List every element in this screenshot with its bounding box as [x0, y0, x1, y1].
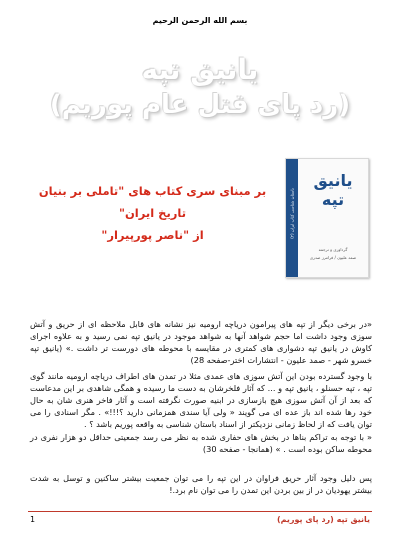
body-paragraph-3: « با توجه به تراکم بناها در بخش های حفاری شده به نظر می رسد جمعیتی حداقل دو هزار نفری در محوطه ساکن بوده است . » (همانجا - صفحه 30): [30, 432, 372, 454]
page-number: 1: [30, 515, 36, 524]
series-heading-line2: از "ناصر پورپیرار": [101, 228, 204, 242]
book-spine-text: باستان شناسی کتاب ایران (۲): [289, 188, 295, 239]
bismillah-heading: بسم الله الرحمن الرحیم: [152, 16, 248, 25]
body-paragraph-2: با وجود گسترده بودن این آتش سوزی های عمدی مثلا در تمدن های اطراف دریاچه ارومیه مانند گوی تپه ، تپه حسنلو ، یانیق تپه و ... که آثار فلخرشان به دست ما رسیده و همگی شاهدی بر این مدعاست که بعد از آن آتش سوزی هیچ بازسازی در ابنیه صورت نگرفته است و آثار فاخر هنری شان به حال خود رها شده اند باز عده ای می گویند « ولی آیا سندی همزمانی دارید ؟!!!» . مگر اسنادی را می توان یافت که از لحاظ زمانی نزدیکتر از اسناد باستان شناسی به واقعه پوریم باشد ؟ .: [30, 371, 372, 429]
document-subtitle: (رد پای قتل عام پوریم): [49, 90, 351, 120]
body-paragraph-1: «در برخی دیگر از تپه های پیرامون دریاچه ارومیه نیز نشانه های قابل ملاحظه ای از حریق و آتش سوزی وجود داشت اما حجم شواهد آنها به شواهد موجود در یانیق تپه نمی رسید و به علاوه اجرای کاوش در یانیق تپه دشواری های کمتری در مقایسه با محوطه های دورست تر داشت .» (یانیق تپه خسرو شهر - صمد علیون - انتشارات اختر-صفحه 28): [30, 319, 372, 365]
series-heading-line1: بر مبنای سری کتاب های "تاملی بر بنیان تاریخ ایران": [38, 184, 267, 220]
series-heading: [25, 180, 280, 246]
book-cover-image: [285, 158, 369, 278]
title-block: [0, 52, 400, 122]
footer-divider: [28, 511, 372, 512]
document-title: یانیق تپه: [141, 53, 259, 86]
footer-title: یانیق تپه (رد پای پوریم): [276, 515, 370, 524]
book-spine: [286, 159, 298, 277]
book-cover-publisher: صمد علیون / فرامرز صدری: [309, 255, 357, 260]
body-paragraph-4: پس دلیل وجود آثار حریق فراوان در این تپه را می توان جمعیت بیشتر ساکنین و توسل به شدت بیشتر یهودیان در از بین بردن این تمدن را می توان نام برد.!: [30, 473, 372, 495]
book-cover-author: گرداوری و ترجمه: [318, 247, 348, 252]
book-cover-title: یانیق تپه: [313, 171, 353, 209]
